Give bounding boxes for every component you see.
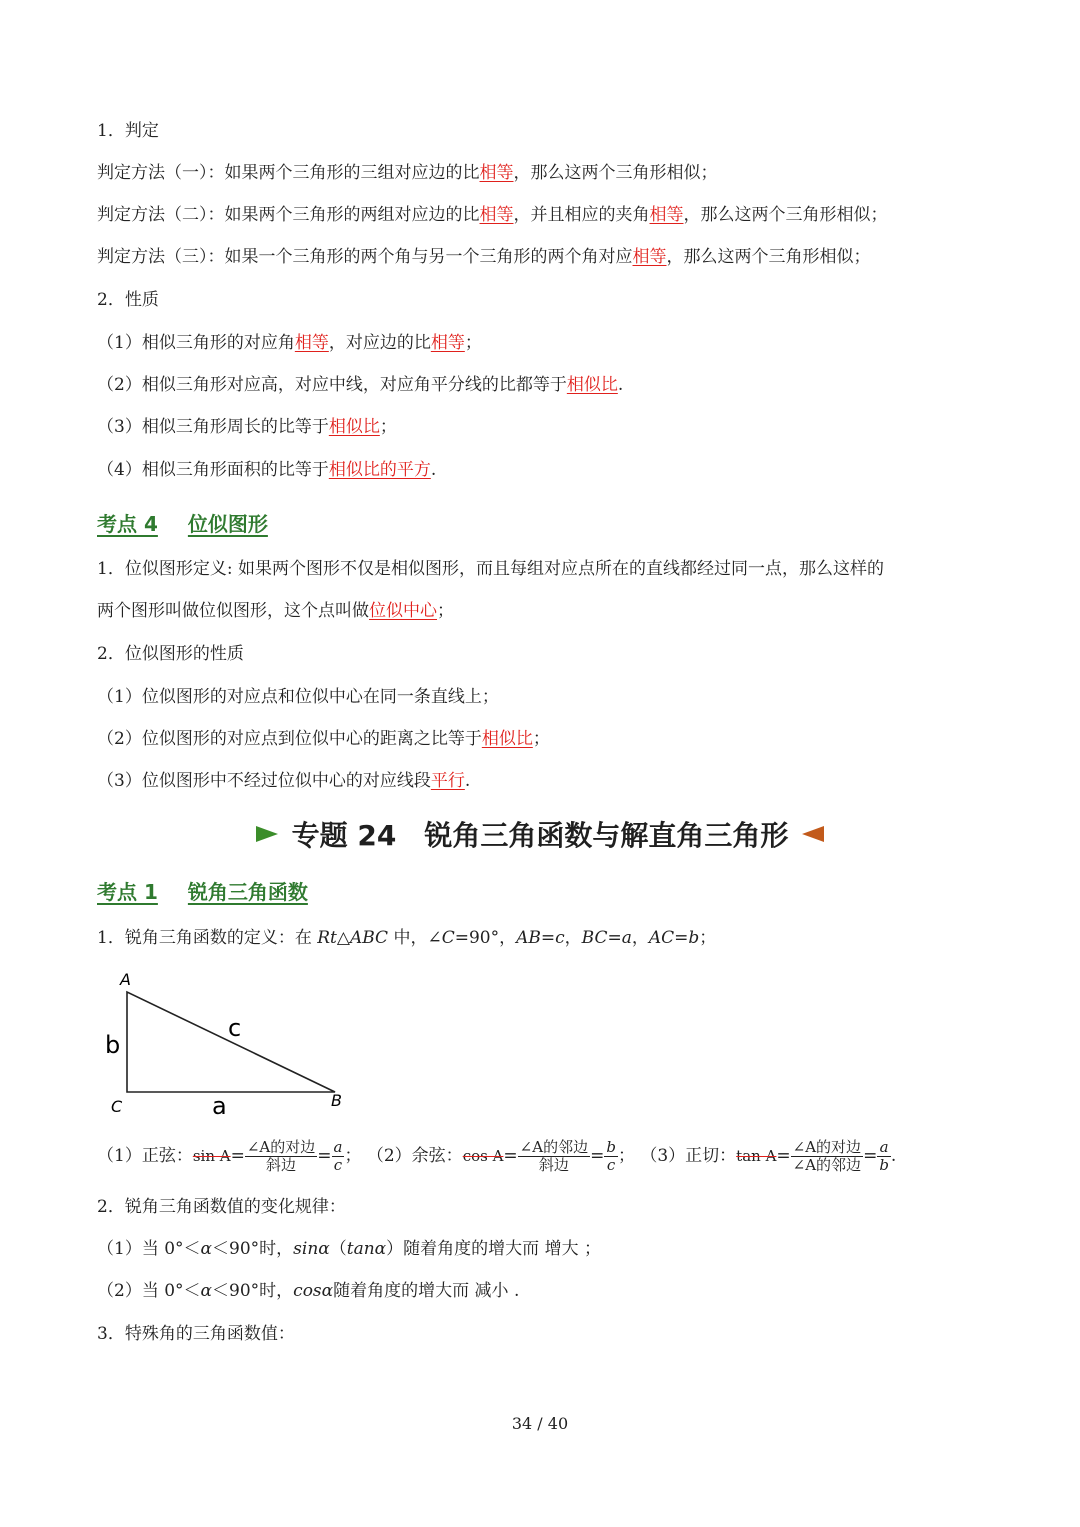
- topic-title: 专题 24 锐角三角函数与解直角三角形: [291, 819, 789, 852]
- property-2: （2）相似三角形对应高，对应中线，对应角平分线的比都等于相似比.: [97, 375, 624, 395]
- judge-method-1: 判定方法（一）：如果两个三角形的三组对应边的比相等，那么这两个三角形相似；: [97, 163, 718, 183]
- trig-rule-heading: 2．锐角三角函数值的变化规律：: [97, 1197, 346, 1217]
- special-angles-heading: 3．特殊角的三角函数值：: [97, 1324, 295, 1344]
- judge-heading: 1．判定: [97, 121, 159, 141]
- triangle-shape: [127, 992, 335, 1092]
- judge-method-3: 判定方法（三）：如果一个三角形的两个角与另一个三角形的两个角对应相等，那么这两个三角形相似；: [97, 247, 871, 267]
- side-b-label: b: [105, 1031, 121, 1059]
- property-heading: 2．性质: [97, 290, 159, 310]
- homothety-property-3: （3）位似图形中不经过位似中心的对应线段平行.: [97, 771, 471, 791]
- right-triangle-diagram: [100, 965, 360, 1120]
- vertex-b-label: B: [331, 1091, 342, 1110]
- right-arrow-icon: [256, 826, 278, 842]
- property-1: （1）相似三角形的对应角相等，对应边的比相等；: [97, 333, 482, 353]
- homothety-property-1: （1）位似图形的对应点和位似中心在同一条直线上；: [97, 687, 499, 707]
- page-number: 34 / 40: [511, 1414, 569, 1433]
- topic-banner: [0, 814, 1080, 854]
- trig-ratios-line: （1）正弦：sin A= $\frac{\text{∠A的对边}}{\text{斜边}}$ = $\frac{a}{c}$ ； （2）余弦：cos A= $\frac{\text{∠A的邻边}}{\text{斜边}}$ = $\frac{b}{c}$ ； （3）正切：tan A= $\frac{\text{∠A的对边}}{\text{∠A的邻边}}$ = $\frac{a}{b}$ .: [97, 1138, 897, 1174]
- trig-rule-2: （2）当 0°＜α＜90°时，cosα随着角度的增大而 减小 .: [97, 1281, 520, 1301]
- trig-definition: 1．锐角三角函数的定义：在 Rt△ABC 中，∠C=90°，AB=c，BC=a，AC=b；: [97, 928, 717, 948]
- left-arrow-icon: [802, 826, 824, 842]
- kaodian-1-heading: 考点 1 锐角三角函数: [97, 880, 308, 904]
- vertex-a-label: A: [120, 970, 131, 989]
- homothety-definition-line-1: 1．位似图形定义: 如果两个图形不仅是相似图形，而且每组对应点所在的直线都经过同一点，那么这样的: [97, 559, 884, 579]
- property-3: （3）相似三角形周长的比等于相似比；: [97, 417, 397, 437]
- property-4: （4）相似三角形面积的比等于相似比的平方.: [97, 460, 437, 480]
- judge-method-2: 判定方法（二）：如果两个三角形的两组对应边的比相等，并且相应的夹角相等，那么这两个三角形相似；: [97, 205, 888, 225]
- homothety-property-2: （2）位似图形的对应点到位似中心的距离之比等于相似比；: [97, 729, 550, 749]
- homothety-property-heading: 2．位似图形的性质: [97, 644, 244, 664]
- vertex-c-label: C: [111, 1097, 123, 1116]
- homothety-definition-line-2: 两个图形叫做位似图形，这个点叫做位似中心；: [97, 601, 454, 621]
- trig-rule-1: （1）当 0°＜α＜90°时，sinα（tanα）随着角度的增大而 增大 ；: [97, 1239, 601, 1259]
- kaodian-4-heading: 考点 4 位似图形: [97, 512, 268, 536]
- side-c-label: c: [228, 1014, 242, 1042]
- side-a-label: a: [212, 1092, 227, 1120]
